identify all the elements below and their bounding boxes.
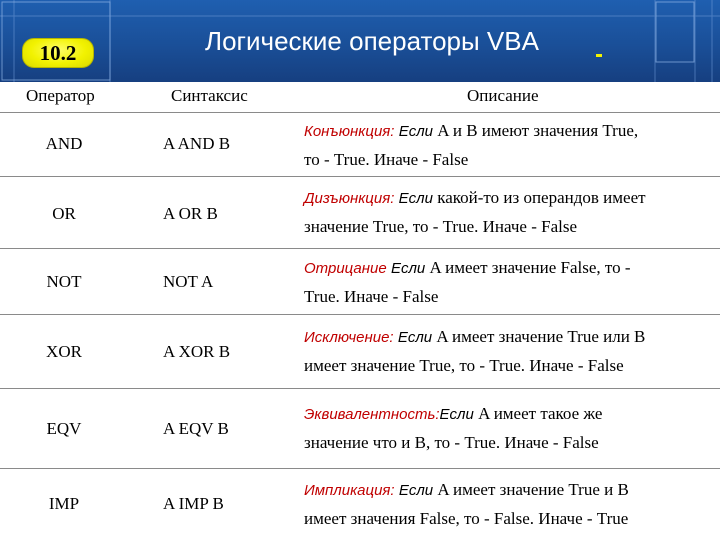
description-cell	[304, 254, 718, 311]
description-line2: то - True. Иначе - False	[304, 150, 469, 169]
description-term: Импликация:	[304, 482, 395, 499]
table-row-and	[0, 112, 720, 176]
operator-cell: XOR	[46, 342, 82, 361]
operator-cell: NOT	[46, 272, 82, 291]
description-term: Исключение:	[304, 329, 394, 346]
column-header-syntax: Синтаксис	[171, 86, 248, 105]
description-line1: A имеет значение True и B	[437, 480, 629, 499]
description-line2: True. Иначе - False	[304, 287, 439, 306]
syntax-cell: NOT A	[163, 272, 214, 291]
slide-number-badge: 10.2	[22, 38, 94, 68]
description-line1: A имеет значение False, то -	[429, 258, 631, 277]
description-if: Если	[398, 190, 433, 207]
column-header-description: Описание	[467, 86, 539, 105]
description-line2: имеет значение True, то - True. Иначе - False	[304, 356, 624, 375]
description-cell	[304, 117, 718, 174]
description-line2: значение True, то - True. Иначе - False	[304, 217, 577, 236]
description-cell	[304, 400, 718, 457]
syntax-cell: A IMP B	[163, 494, 224, 513]
description-line1: какой-то из операндов имеет	[437, 188, 646, 207]
column-header-operator: Оператор	[26, 86, 95, 105]
description-line1: A и B имеют значения True,	[437, 121, 639, 140]
description-cell	[304, 323, 718, 380]
description-term: Отрицание	[304, 260, 387, 277]
description-cell	[304, 476, 718, 533]
syntax-cell: A AND B	[163, 134, 231, 153]
table-row-imp	[0, 468, 720, 540]
description-if: Если	[390, 260, 426, 277]
slide-title: Логические операторы VBA	[205, 26, 539, 56]
syntax-cell: A EQV B	[163, 419, 229, 438]
description-line2: имеет значения False, то - False. Иначе - True	[304, 509, 629, 528]
syntax-cell: A XOR B	[163, 342, 231, 361]
syntax-cell: A OR B	[163, 204, 218, 223]
description-if: Если	[439, 406, 474, 423]
description-term: Эквивалентность:	[304, 406, 440, 423]
description-if: Если	[397, 329, 433, 346]
title-accent-mark	[596, 54, 602, 57]
description-if: Если	[398, 123, 434, 140]
table-row-not	[0, 248, 720, 314]
description-cell	[304, 184, 718, 241]
operator-cell: IMP	[48, 494, 80, 513]
table-row-eqv	[0, 388, 720, 468]
description-term: Дизъюнкция:	[304, 190, 395, 207]
description-line1: A имеет такое же	[478, 404, 603, 423]
description-line1: A имеет значение True или B	[436, 327, 646, 346]
description-if: Если	[398, 482, 434, 499]
slide-header	[0, 0, 720, 82]
table-row-xor	[0, 314, 720, 388]
table-row-or	[0, 176, 720, 248]
operator-cell: OR	[52, 204, 76, 223]
operator-cell: EQV	[46, 419, 82, 438]
operator-cell: AND	[45, 134, 83, 153]
description-term: Конъюнкция:	[304, 123, 395, 140]
description-line2: значение что и B, то - True. Иначе - False	[304, 433, 599, 452]
